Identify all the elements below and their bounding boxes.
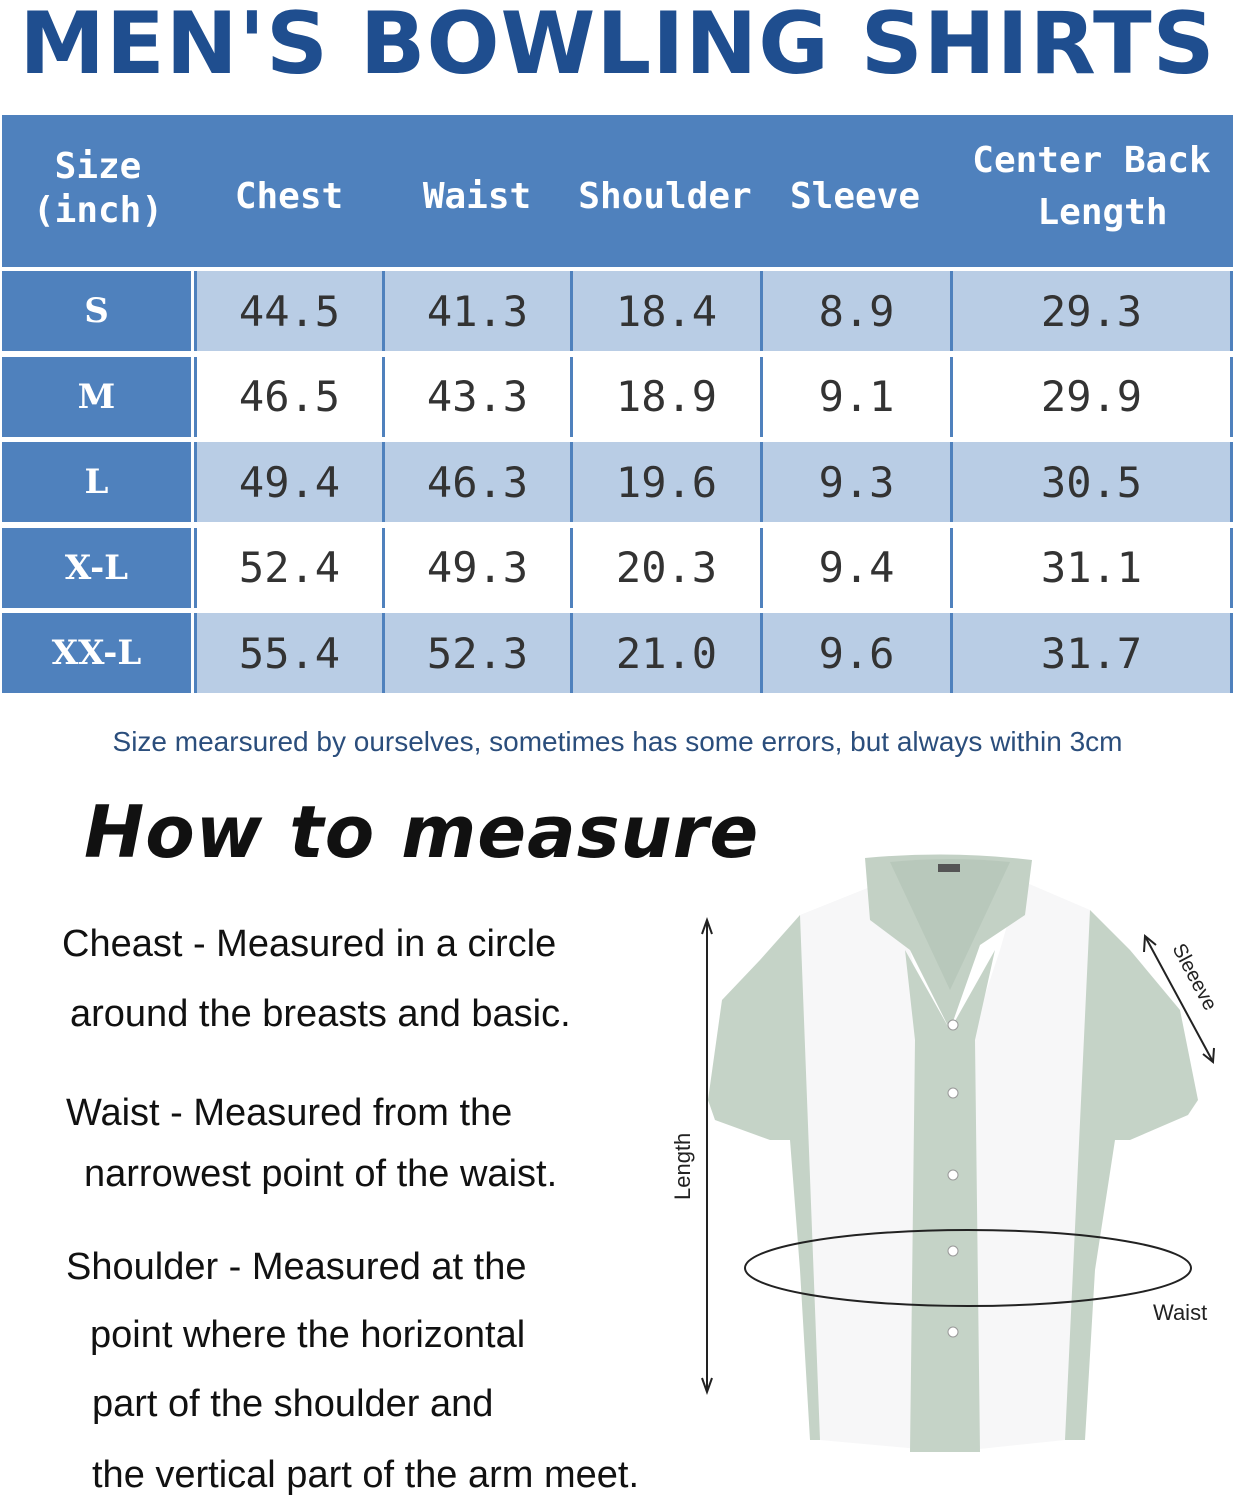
header-size [2,145,194,233]
shirt-button [948,1327,958,1337]
size-cell: X-L [2,528,191,608]
table-row [2,271,1233,351]
waist-cell: 43.3 [382,357,570,437]
shoulder-instruction-line3: part of the shoulder and [92,1383,494,1425]
shoulder-cell: 18.9 [570,357,760,437]
length-cell: 29.3 [950,271,1233,351]
size-cell: M [2,357,191,437]
length-label: Length [670,1132,695,1200]
shoulder-cell: 21.0 [570,613,760,693]
length-cell: 31.1 [950,528,1233,608]
chest-instruction-line2: around the breasts and basic. [70,993,571,1035]
shoulder-instruction-line4: the vertical part of the arm meet. [92,1454,640,1496]
sleeve-cell: 9.6 [760,613,950,693]
header-length-line1: Center Back [972,140,1211,181]
shirt-button [948,1020,958,1030]
shoulder-instruction-line2: point where the horizontal [90,1314,526,1356]
header-length-line2: Length [1037,192,1168,233]
shirt-diagram [660,840,1235,1460]
shoulder-cell: 20.3 [570,528,760,608]
table-row [2,613,1233,693]
header-size-line1: Size [54,146,142,187]
sleeve-cell: 9.1 [760,357,950,437]
table-header [2,115,1233,267]
shirt-button [948,1170,958,1180]
collar-label [938,864,960,872]
length-cell: 31.7 [950,613,1233,693]
shirt-button [948,1088,958,1098]
how-to-measure-heading: How to measure [84,790,760,874]
chest-cell: 52.4 [194,528,382,608]
chest-instruction-line1: Cheast - Measured in a circle [62,923,557,965]
size-cell: L [2,442,191,522]
table-row [2,442,1233,522]
chest-cell: 49.4 [194,442,382,522]
waist-instruction-line1: Waist - Measured from the [66,1092,513,1134]
waist-cell: 41.3 [382,271,570,351]
header-chest: Chest [234,176,344,217]
waist-cell: 52.3 [382,613,570,693]
shoulder-cell: 18.4 [570,271,760,351]
shoulder-cell: 19.6 [570,442,760,522]
chest-cell: 44.5 [194,271,382,351]
header-sleeve: Sleeve [789,176,921,217]
waist-instruction-line2: narrowest point of the waist. [84,1153,558,1195]
size-cell: XX-L [2,613,191,693]
header-waist: Waist [422,176,532,217]
page-title: MEN'S BOWLING SHIRTS [19,0,1216,94]
header-length [950,139,1233,235]
table-row [2,528,1233,608]
shoulder-instruction-line1: Shoulder - Measured at the [66,1246,527,1288]
sleeve-cell: 9.4 [760,528,950,608]
waist-cell: 49.3 [382,528,570,608]
length-cell: 29.9 [950,357,1233,437]
waist-label: Waist [1153,1300,1208,1325]
waist-cell: 46.3 [382,442,570,522]
measurement-note: Size mearsured by ourselves, sometimes has some errors, but always within 3cm [112,726,1123,757]
table-row [2,357,1233,437]
sleeve-cell: 8.9 [760,271,950,351]
sleeve-label: Sleeeve [1167,940,1221,1015]
length-cell: 30.5 [950,442,1233,522]
shirt-button [948,1246,958,1256]
sleeve-cell: 9.3 [760,442,950,522]
size-cell: S [2,271,191,351]
size-chart-table [2,115,1233,697]
chest-cell: 55.4 [194,613,382,693]
chest-cell: 46.5 [194,357,382,437]
header-shoulder: Shoulder [578,176,752,217]
header-size-line2: (inch) [32,190,164,231]
